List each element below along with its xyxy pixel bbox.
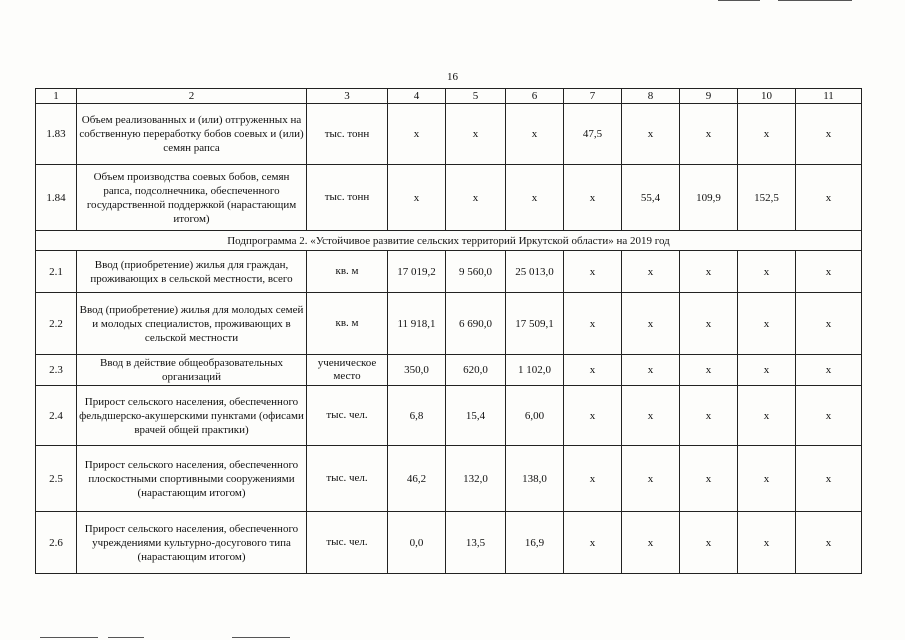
value-cell-col-5: 620,0 [446,355,506,386]
scan-artifact-top-2 [778,0,852,1]
value-cell-col-6: 16,9 [506,512,564,574]
value-cell-col-11: х [796,355,862,386]
row-index: 1.84 [36,165,77,231]
table-row [36,165,862,231]
value-cell-col-5: 15,4 [446,386,506,446]
value-cell-col-5: 132,0 [446,446,506,512]
table-row [36,355,862,386]
indicator-name: Объем реализованных и (или) отгруженных на собственную переработку бобов соевых и (или) семян рапса [77,104,307,165]
value-cell-col-7: х [564,165,622,231]
table-row [36,386,862,446]
value-cell-col-7: х [564,512,622,574]
column-number-2: 2 [77,89,307,104]
indicator-name: Прирост сельского населения, обеспеченного плоскостными спортивными сооружениями (нарастающим итогом) [77,446,307,512]
unit-cell: кв. м [307,251,388,293]
row-index: 1.83 [36,104,77,165]
value-cell-col-10: х [738,355,796,386]
unit-cell: ученическое место [307,355,388,386]
unit-cell: кв. м [307,293,388,355]
value-cell-col-5: 9 560,0 [446,251,506,293]
column-number-8: 8 [622,89,680,104]
value-cell-col-4: 0,0 [388,512,446,574]
column-number-4: 4 [388,89,446,104]
table-row [36,251,862,293]
value-cell-col-6: 138,0 [506,446,564,512]
indicator-table [35,88,862,574]
value-cell-col-6: х [506,165,564,231]
value-cell-col-7: 47,5 [564,104,622,165]
value-cell-col-10: 152,5 [738,165,796,231]
value-cell-col-9: х [680,446,738,512]
value-cell-col-9: х [680,386,738,446]
value-cell-col-8: 55,4 [622,165,680,231]
scan-artifact-bottom-1 [40,637,98,638]
scan-artifact-bottom-3 [232,637,290,638]
value-cell-col-10: х [738,251,796,293]
indicator-name: Ввод (приобретение) жилья для граждан, проживающих в сельской местности, всего [77,251,307,293]
column-number-6: 6 [506,89,564,104]
unit-cell: тыс. тонн [307,165,388,231]
unit-cell: тыс. тонн [307,104,388,165]
value-cell-col-10: х [738,293,796,355]
value-cell-col-8: х [622,512,680,574]
value-cell-col-11: х [796,251,862,293]
value-cell-col-9: х [680,512,738,574]
value-cell-col-5: х [446,104,506,165]
value-cell-col-8: х [622,104,680,165]
table-header [36,89,862,104]
indicator-name: Прирост сельского населения, обеспеченного учреждениями культурно-досугового типа (нарастающим итогом) [77,512,307,574]
value-cell-col-7: х [564,355,622,386]
column-number-1: 1 [36,89,77,104]
row-index: 2.4 [36,386,77,446]
table-row [36,512,862,574]
indicator-name: Ввод (приобретение) жилья для молодых семей и молодых специалистов, проживающих в сельской местности [77,293,307,355]
value-cell-col-4: 6,8 [388,386,446,446]
value-cell-col-4: х [388,165,446,231]
value-cell-col-6: х [506,104,564,165]
value-cell-col-7: х [564,446,622,512]
column-number-11: 11 [796,89,862,104]
value-cell-col-6: 1 102,0 [506,355,564,386]
value-cell-col-9: х [680,251,738,293]
column-number-3: 3 [307,89,388,104]
value-cell-col-10: х [738,386,796,446]
indicator-name: Объем производства соевых бобов, семян рапса, подсолнечника, обеспеченного государственной поддержкой (нарастающим итогом) [77,165,307,231]
value-cell-col-7: х [564,293,622,355]
unit-cell: тыс. чел. [307,512,388,574]
value-cell-col-9: х [680,355,738,386]
value-cell-col-10: х [738,104,796,165]
value-cell-col-11: х [796,386,862,446]
column-number-row [36,89,862,104]
section-row [36,231,862,251]
value-cell-col-6: 25 013,0 [506,251,564,293]
value-cell-col-7: х [564,251,622,293]
indicator-name: Прирост сельского населения, обеспеченного фельдшерско-акушерскими пунктами (офисами врачей общей практики) [77,386,307,446]
value-cell-col-4: 11 918,1 [388,293,446,355]
row-index: 2.2 [36,293,77,355]
value-cell-col-9: х [680,293,738,355]
page-number: 16 [447,71,458,83]
column-number-5: 5 [446,89,506,104]
value-cell-col-4: 17 019,2 [388,251,446,293]
unit-cell: тыс. чел. [307,446,388,512]
column-number-10: 10 [738,89,796,104]
value-cell-col-4: 46,2 [388,446,446,512]
row-index: 2.1 [36,251,77,293]
scan-artifact-bottom-2 [108,637,144,638]
value-cell-col-8: х [622,355,680,386]
row-index: 2.3 [36,355,77,386]
value-cell-col-4: 350,0 [388,355,446,386]
value-cell-col-8: х [622,446,680,512]
value-cell-col-6: 6,00 [506,386,564,446]
table-row [36,104,862,165]
value-cell-col-8: х [622,386,680,446]
value-cell-col-6: 17 509,1 [506,293,564,355]
value-cell-col-5: 13,5 [446,512,506,574]
column-number-7: 7 [564,89,622,104]
value-cell-col-11: х [796,446,862,512]
value-cell-col-4: х [388,104,446,165]
value-cell-col-11: х [796,293,862,355]
value-cell-col-5: 6 690,0 [446,293,506,355]
value-cell-col-11: х [796,512,862,574]
row-index: 2.5 [36,446,77,512]
value-cell-col-9: 109,9 [680,165,738,231]
scan-artifact-top-1 [718,0,760,1]
value-cell-col-11: х [796,104,862,165]
value-cell-col-11: х [796,165,862,231]
column-number-9: 9 [680,89,738,104]
value-cell-col-5: х [446,165,506,231]
table-row [36,446,862,512]
unit-cell: тыс. чел. [307,386,388,446]
value-cell-col-7: х [564,386,622,446]
row-index: 2.6 [36,512,77,574]
indicator-name: Ввод в действие общеобразовательных организаций [77,355,307,386]
value-cell-col-8: х [622,251,680,293]
section-title: Подпрограмма 2. «Устойчивое развитие сельских территорий Иркутской области» на 2019 год [36,231,862,251]
value-cell-col-10: х [738,512,796,574]
value-cell-col-8: х [622,293,680,355]
table-row [36,293,862,355]
table-body [36,104,862,574]
value-cell-col-10: х [738,446,796,512]
value-cell-col-9: х [680,104,738,165]
